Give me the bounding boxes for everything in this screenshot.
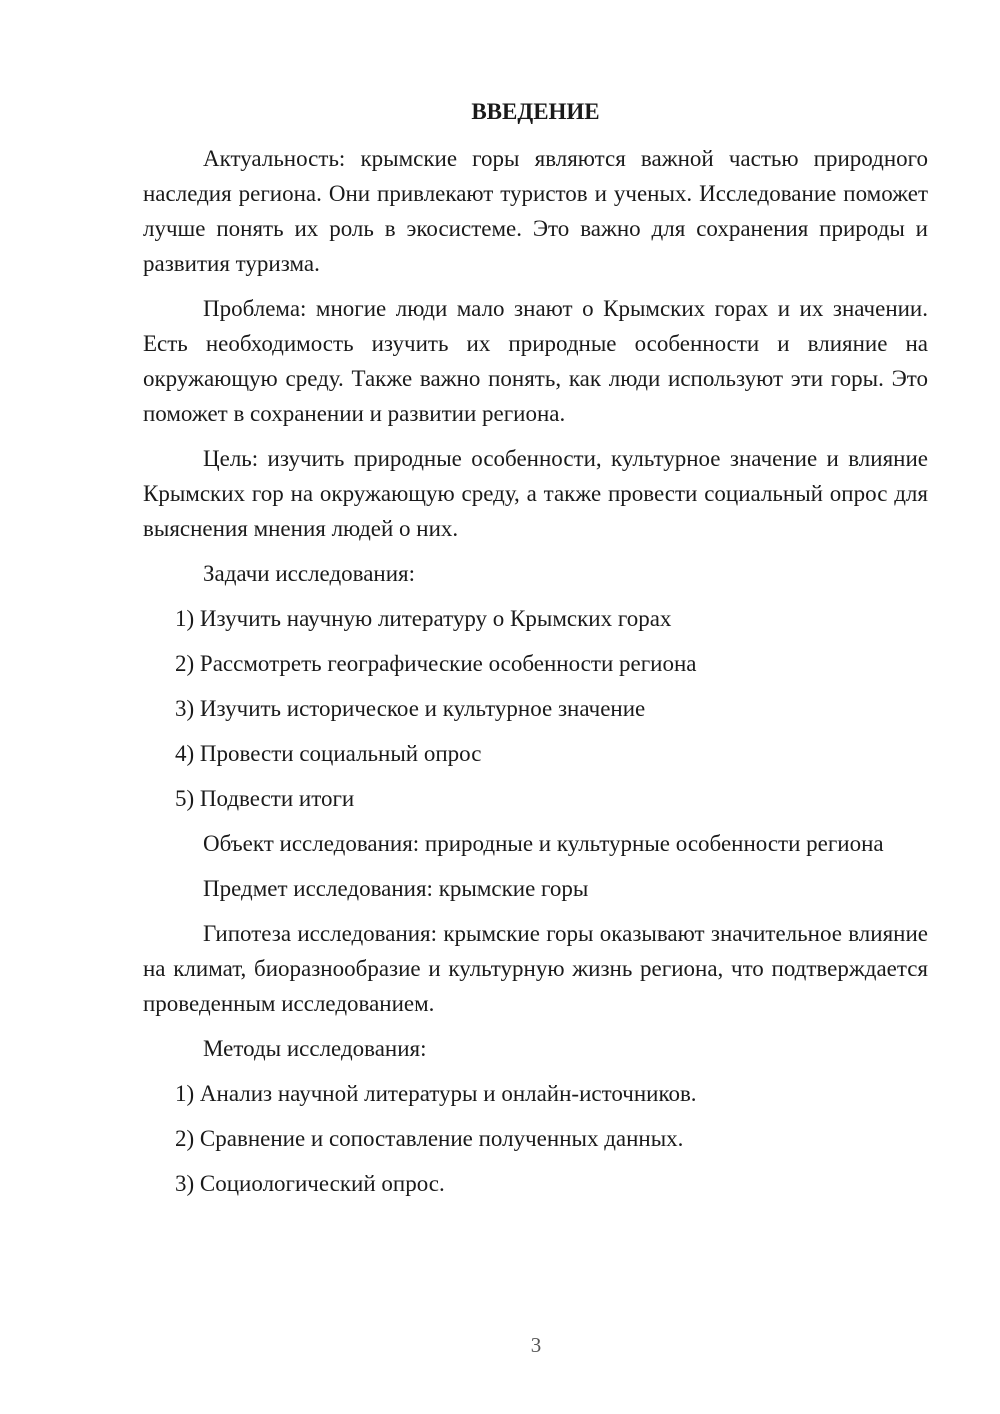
section-heading: ВВЕДЕНИЕ	[471, 99, 600, 124]
subject-line: Предмет исследования: крымские горы	[203, 876, 589, 901]
object-paragraph: Объект исследования: природные и культурные особенности региона	[203, 831, 884, 856]
list-item: 1) Анализ научной литературы и онлайн-источников.	[175, 1081, 697, 1106]
methods-title: Методы исследования:	[203, 1036, 427, 1061]
list-item: 2) Сравнение и сопоставление полученных данных.	[175, 1126, 684, 1151]
methods-list	[143, 1076, 928, 1201]
tasks-list	[143, 601, 928, 816]
hypothesis-paragraph: Гипотеза исследования: крымские горы оказывают значительное влияние на климат, биоразнообразие и культурную жизнь региона, что подтверждается проведенным исследованием.	[143, 921, 928, 1016]
list-item: 3) Социологический опрос.	[175, 1171, 445, 1196]
list-item: 3) Изучить историческое и культурное значение	[175, 696, 646, 721]
list-item: 2) Рассмотреть географические особенности региона	[175, 651, 697, 676]
page-number: 3	[530, 1333, 542, 1357]
page-content	[143, 94, 928, 1211]
goal-paragraph: Цель: изучить природные особенности, культурное значение и влияние Крымских гор на окружающую среду, а также провести социальный опрос для выяснения мнения людей о них.	[143, 446, 928, 541]
list-item: 5) Подвести итоги	[175, 786, 355, 811]
list-item: 1) Изучить научную литературу о Крымских горах	[175, 606, 672, 631]
list-item: 4) Провести социальный опрос	[175, 741, 482, 766]
problem-paragraph: Проблема: многие люди мало знают о Крымских горах и их значении. Есть необходимость изучить их природные особенности и влияние на окружающую среду. Также важно понять, как люди используют эти горы. Это поможет в сохранении и развитии региона.	[143, 296, 928, 426]
tasks-title: Задачи исследования:	[203, 561, 416, 586]
relevance-paragraph: Актуальность: крымские горы являются важной частью природного наследия региона. Они привлекают туристов и ученых. Исследование поможет лучше понять их роль в экосистеме. Это важно для сохранения природы и развития туризма.	[143, 146, 928, 276]
